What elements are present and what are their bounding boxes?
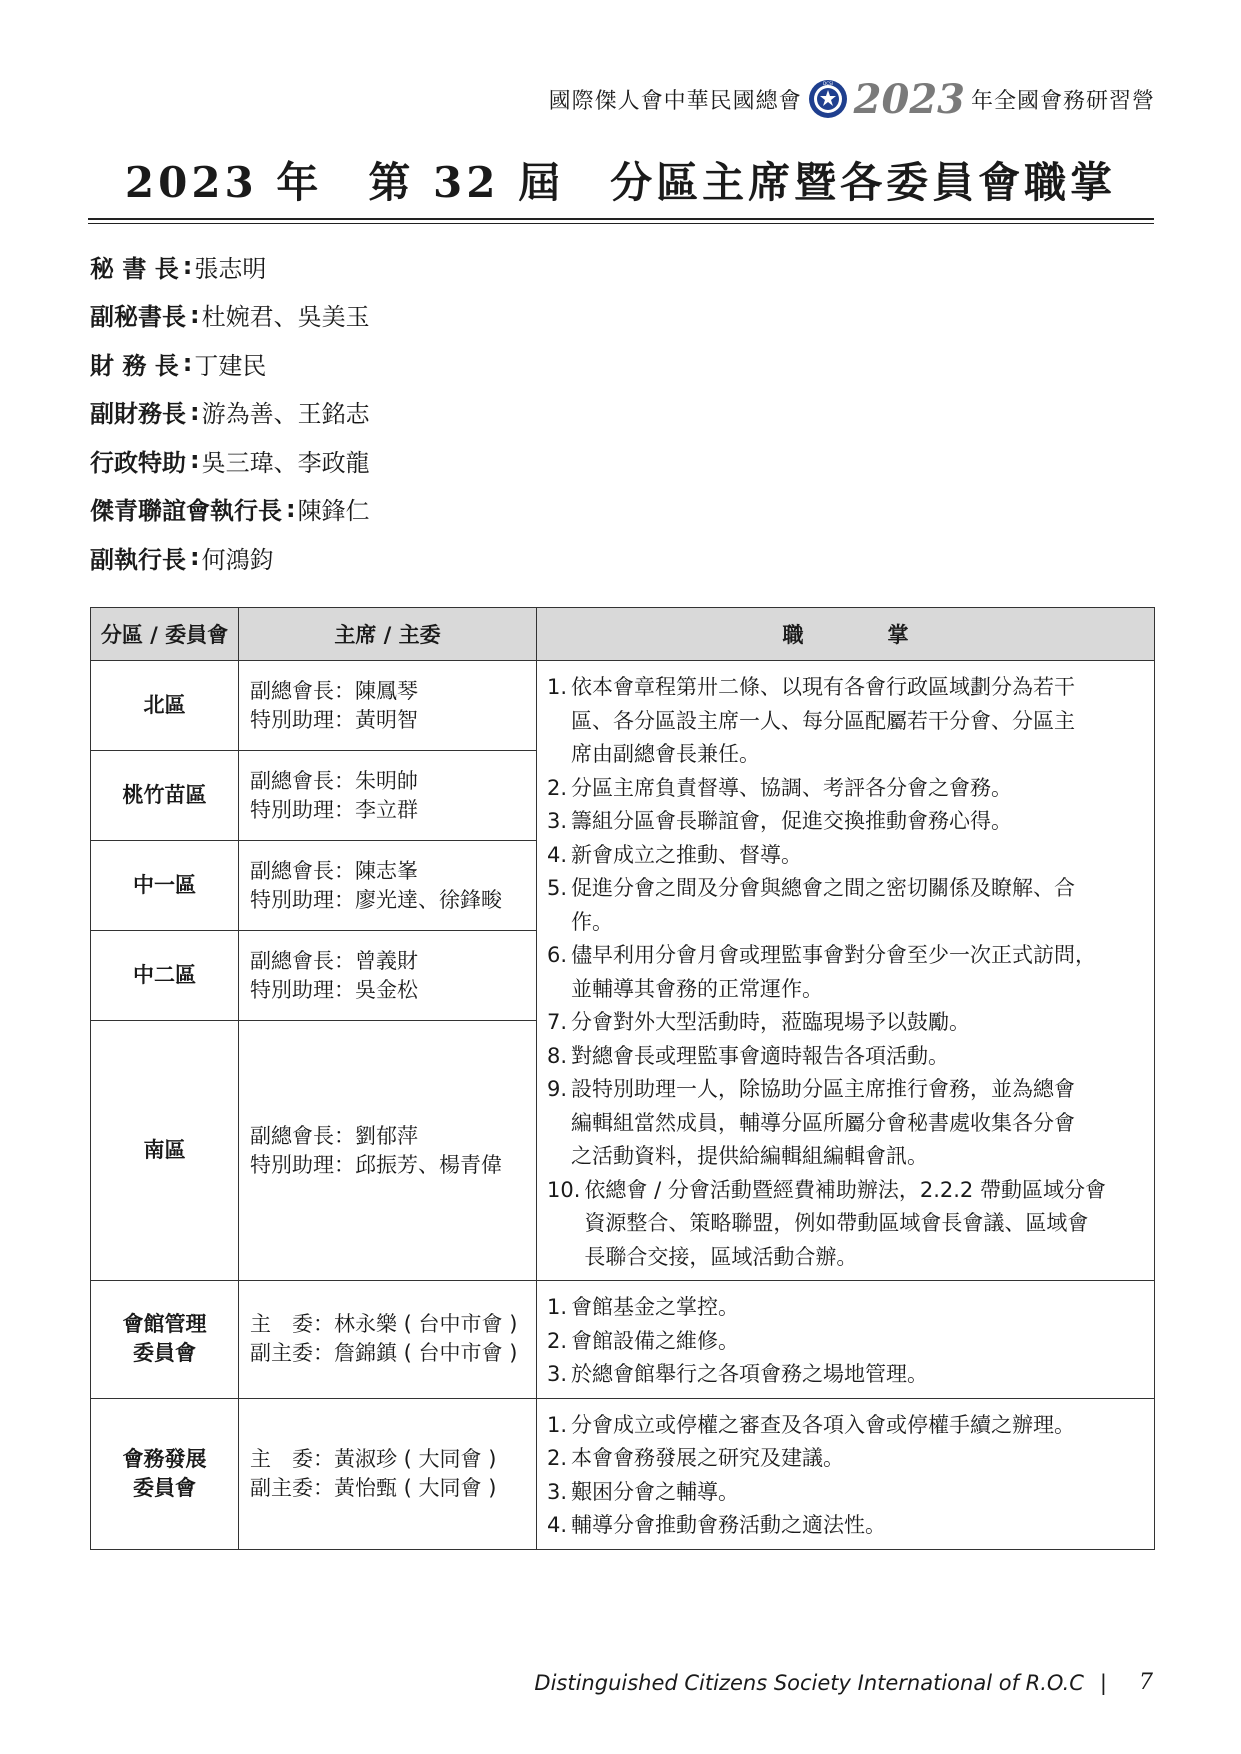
officer-names: 何鴻鈞 [201, 545, 274, 574]
officer-row: 副秘書長 : 杜婉君、吳美玉 [90, 291, 370, 340]
table-header-row [91, 608, 1155, 661]
officer-title: 秘 書 長 [90, 254, 179, 283]
duty-item: 4. 輔導分會推動會務活動之適法性。 [547, 1513, 887, 1537]
committee-name: 會館管理 委員會 [91, 1281, 239, 1399]
duty-item: 9. 設特別助理一人，除協助分區主席推行會務，並為總會 編輯組當然成員，輔導分區所屬分會秘書處收集各分會 之活動資料，提供給編輯組編輯會訊。 [547, 1077, 1076, 1168]
duty-item: 1. 會館基金之掌控。 [547, 1295, 740, 1319]
duty-item: 3. 於總會館舉行之各項會務之場地管理。 [547, 1362, 929, 1386]
header-org-name: 國際傑人會中華民國總會 [548, 88, 802, 114]
officer-names: 吳三瑋、李政龍 [201, 448, 370, 477]
person-line: 主 委：黃淑珍 ( 大同會 ) [250, 1446, 497, 1471]
officers-list [90, 242, 370, 582]
committee-people [239, 1398, 537, 1549]
logo-text: DCSI [822, 81, 833, 86]
header-event-name: 年全國會務研習營 [970, 88, 1155, 114]
person-line: 副總會長：曾義財 [250, 948, 418, 973]
duty-item: 1. 依本會章程第卅二條、以現有各會行政區域劃分為若干 區、各分區設主席一人、每分區配屬若干分會、分區主 席由副總會長兼任。 [547, 675, 1076, 766]
person-line: 副總會長：朱明帥 [250, 768, 418, 793]
page-title: 2023 年 第 32 屆 分區主席暨各委員會職掌 [124, 158, 1117, 207]
column-header-chair: 主席 / 主委 [239, 608, 537, 661]
region-name: 南區 [91, 1021, 239, 1281]
officer-row: 副財務長 : 游為善、王銘志 [90, 388, 370, 437]
duty-item: 1. 分會成立或停權之審查及各項入會或停權手續之辦理。 [547, 1412, 1076, 1437]
table-row [91, 1398, 1155, 1549]
page-number: 7 [1139, 1670, 1153, 1695]
person-line: 副總會長：陳鳳琴 [250, 678, 418, 703]
footer-org-name: Distinguished Citizens Society International of R.O.C [534, 1670, 1084, 1695]
header-year: 2023 [853, 75, 965, 123]
duty-item: 5. 促進分會之間及分會與總會之間之密切關係及瞭解、合 作。 [547, 876, 1076, 934]
region-name: 桃竹苗區 [91, 751, 239, 841]
region-people [239, 841, 537, 931]
person-line: 副總會長：陳志峯 [250, 858, 418, 883]
region-name: 中一區 [91, 841, 239, 931]
running-header [549, 76, 1155, 122]
region-duties [537, 661, 1155, 1281]
officer-row: 副執行長 : 何鴻鈞 [90, 533, 370, 582]
region-people [239, 751, 537, 841]
duty-item: 3. 籌組分區會長聯誼會，促進交換推動會務心得。 [547, 809, 1013, 833]
region-people [239, 661, 537, 751]
duty-item: 2. 分區主席負責督導、協調、考評各分會之會務。 [547, 775, 1013, 800]
officer-title: 副執行長 [90, 545, 186, 574]
column-header-region: 分區 / 委員會 [91, 608, 239, 661]
duty-item: 2. 本會會務發展之研究及建議。 [547, 1446, 845, 1470]
committee-duties [537, 1398, 1155, 1549]
table-row [91, 661, 1155, 751]
person-line: 副主委：詹錦鎮 ( 台中市會 ) [250, 1341, 518, 1366]
running-footer [534, 1670, 1153, 1695]
committee-duties [537, 1281, 1155, 1399]
officer-row: 行政特助 : 吳三瑋、李政龍 [90, 436, 370, 485]
person-line: 特別助理：邱振芳、楊青偉 [250, 1152, 502, 1177]
officer-names: 陳鋒仁 [297, 497, 370, 526]
duties-table [90, 607, 1155, 1550]
person-line: 特別助理：廖光達、徐鋒畯 [250, 887, 502, 912]
title-rule-thin [88, 223, 1154, 224]
officer-title: 副財務長 [90, 400, 186, 429]
person-line: 副主委：黃怡甄 ( 大同會 ) [250, 1475, 497, 1500]
dcsi-seal-icon [808, 79, 848, 119]
officer-row: 秘 書 長 : 張志明 [90, 242, 370, 291]
officer-title: 副秘書長 [90, 303, 186, 332]
duty-item: 6. 儘早利用分會月會或理監事會對分會至少一次正式訪問， 並輔導其會務的正常運作。 [547, 943, 1097, 1001]
footer-separator: | [1099, 1670, 1107, 1695]
committee-name: 會務發展 委員會 [91, 1398, 239, 1549]
officer-names: 丁建民 [194, 351, 267, 380]
duty-item: 2. 會館設備之維修。 [547, 1328, 740, 1353]
duty-item: 7. 分會對外大型活動時，蒞臨現場予以鼓勵。 [547, 1010, 971, 1034]
region-people [239, 1021, 537, 1281]
duty-item: 3. 艱困分會之輔導。 [547, 1479, 740, 1504]
person-line: 特別助理：吳金松 [250, 977, 418, 1002]
duty-item: 4. 新會成立之推動、督導。 [547, 842, 803, 867]
table-row [91, 1281, 1155, 1399]
title-rule [88, 218, 1154, 220]
officer-title: 行政特助 [90, 448, 186, 477]
person-line: 副總會長：劉郁萍 [250, 1123, 418, 1148]
officer-row: 財 務 長 : 丁建民 [90, 339, 370, 388]
officer-title: 財 務 長 [90, 351, 179, 380]
officer-row: 傑青聯誼會執行長 : 陳鋒仁 [90, 485, 370, 534]
person-line: 主 委：林永樂 ( 台中市會 ) [250, 1312, 518, 1337]
region-name: 中二區 [91, 931, 239, 1021]
region-people [239, 931, 537, 1021]
committee-people [239, 1281, 537, 1399]
region-name: 北區 [91, 661, 239, 751]
column-header-duties: 職 掌 [537, 608, 1155, 661]
officer-names: 游為善、王銘志 [201, 400, 370, 429]
duty-item: 10. 依總會 / 分會活動暨經費補助辦法，2.2.2 帶動區域分會 資源整合、策略聯盟，例如帶動區域會長會議、區域會 長聯合交接，區域活動合辦。 [547, 1177, 1106, 1269]
officer-title: 傑青聯誼會執行長 [90, 497, 282, 526]
officer-names: 杜婉君、吳美玉 [201, 303, 370, 332]
person-line: 特別助理：黃明智 [250, 707, 418, 732]
person-line: 特別助理：李立群 [250, 797, 418, 822]
officer-names: 張志明 [194, 254, 267, 283]
duty-item: 8. 對總會長或理監事會適時報告各項活動。 [547, 1043, 950, 1068]
